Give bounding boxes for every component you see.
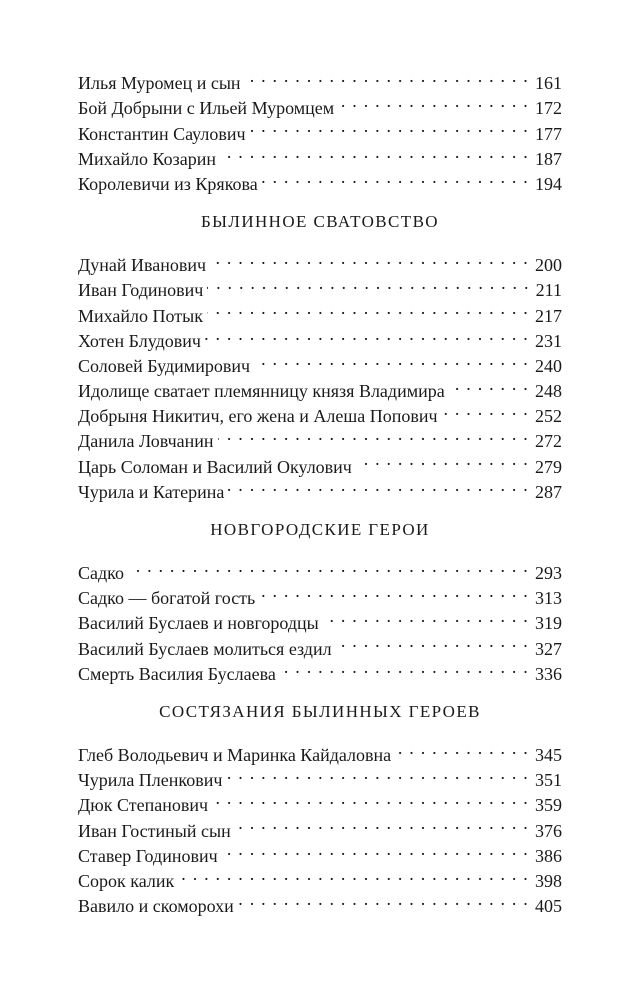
toc-entry-title: Иван Гостиный сын [78, 820, 231, 841]
toc-leader-dots [128, 554, 529, 579]
section-heading: СОСТЯЗАНИЯ БЫЛИННЫХ ГЕРОЕВ [159, 701, 481, 721]
toc-entry-page: 386 [535, 845, 562, 866]
toc-group-novgorodskie-geroi [78, 515, 562, 684]
toc-entry-title: Садко [78, 563, 124, 583]
toc-entry-page: 194 [535, 173, 562, 194]
toc-entry-page: 252 [535, 406, 562, 427]
toc-leader-dots [210, 246, 529, 271]
section-heading: БЫЛИННОЕ СВАТОВСТВО [201, 211, 439, 231]
toc-entry-title: Дюк Степанович [78, 795, 209, 816]
toc-entry-page: 359 [535, 795, 562, 816]
toc-entry-title: Бой Добрыни с Ильей Муромцем [78, 98, 335, 119]
toc-entry-page: 313 [535, 588, 562, 609]
toc-entry-title: Константин Саулович [78, 123, 246, 144]
toc-leader-dots [449, 372, 529, 397]
toc-entry-title: Василий Буслаев и новгородцы [78, 613, 319, 634]
toc-entry-page: 217 [535, 305, 562, 326]
toc-entry-page: 272 [535, 431, 562, 452]
toc-entry-title: Добрыня Никитич, его жена и Алеша Попович [78, 406, 438, 427]
toc-entry [78, 736, 562, 765]
toc-entry-page: 240 [535, 355, 562, 376]
toc-entry-title: Дунай Иванович [78, 255, 207, 276]
toc-leader-dots [254, 347, 529, 372]
toc-leader-dots [207, 271, 529, 296]
toc-entry-title: Ставер Годинович [78, 845, 218, 866]
toc-entry-title: Смерть Василия Буслаева [78, 663, 276, 684]
toc-entry [78, 64, 562, 94]
toc-entry-page: 319 [535, 613, 562, 634]
table-of-contents [78, 64, 562, 917]
toc-entry-title: Данила Ловчанин [78, 431, 214, 452]
toc-group-bylinnoe-svatovstvo [78, 207, 562, 502]
toc-entry-page: 177 [535, 123, 562, 144]
toc-leader-dots [207, 296, 529, 321]
toc-leader-dots [238, 887, 529, 912]
toc-entry-title: Вавило и скоморохи [78, 896, 234, 917]
toc-entry-page: 293 [535, 563, 562, 583]
toc-entry-title: Михайло Козарин [78, 148, 216, 169]
toc-entry-page: 200 [535, 255, 562, 276]
toc-leader-dots [228, 473, 529, 498]
toc-leader-dots [226, 761, 529, 786]
toc-entry-title: Михайло Потык [78, 305, 203, 326]
toc-entry-title: Хотен Блудович [78, 330, 201, 351]
toc-leader-dots [205, 322, 529, 347]
toc-leader-dots [336, 629, 529, 654]
toc-group-continuation [78, 64, 562, 194]
toc-leader-dots [262, 165, 529, 190]
toc-entry [78, 554, 562, 583]
section-heading: НОВГОРОДСКИЕ ГЕРОИ [210, 519, 430, 539]
toc-entry-page: 248 [535, 381, 562, 402]
toc-entry-page: 345 [535, 744, 562, 765]
toc-leader-dots [259, 579, 529, 604]
toc-leader-dots [395, 736, 529, 761]
toc-leader-dots [356, 447, 529, 472]
toc-leader-dots [280, 655, 529, 680]
toc-leader-dots [212, 786, 529, 811]
toc-entry-title: Сорок калик [78, 870, 175, 891]
toc-entry-page: 172 [535, 98, 562, 119]
toc-entry-page: 279 [535, 456, 562, 477]
toc-leader-dots [250, 114, 529, 139]
toc-entry-page: 405 [535, 896, 562, 917]
toc-leader-dots [220, 140, 529, 165]
toc-entry-title: Соловей Будимирович [78, 355, 251, 376]
toc-entry-page: 327 [535, 638, 562, 659]
toc-entry-page: 231 [535, 330, 562, 351]
toc-leader-dots [178, 862, 529, 887]
toc-entry-page: 336 [535, 663, 562, 684]
toc-entry-title: Чурила и Катерина [78, 481, 225, 502]
toc-entry-page: 398 [535, 870, 562, 891]
toc-entry-title: Королевичи из Крякова [78, 173, 258, 194]
toc-leader-dots [222, 837, 529, 862]
toc-entry-title: Илья Муромец и сын [78, 73, 241, 94]
toc-leader-dots [338, 89, 529, 114]
toc-entry-title: Идолище сватает племянницу князя Владимира [78, 381, 445, 402]
toc-entry-page: 376 [535, 820, 562, 841]
toc-entry-title: Садко — богатой гость [78, 588, 256, 609]
toc-leader-dots [218, 422, 529, 447]
toc-entry-page: 287 [535, 481, 562, 502]
toc-leader-dots [442, 397, 529, 422]
toc-leader-dots [323, 604, 529, 629]
toc-entry-title: Чурила Пленкович [78, 770, 223, 791]
toc-entry-page: 211 [535, 280, 562, 301]
toc-entry [78, 246, 562, 276]
toc-entry-title: Василий Буслаев молиться ездил [78, 638, 332, 659]
toc-leader-dots [245, 64, 529, 89]
toc-entry-page: 161 [535, 73, 562, 94]
toc-leader-dots [235, 811, 529, 836]
toc-entry [78, 579, 562, 609]
toc-entry-page: 187 [535, 148, 562, 169]
toc-entry-title: Иван Годинович [78, 280, 204, 301]
toc-entry-page: 351 [535, 770, 562, 791]
toc-group-sostyazaniya [78, 697, 562, 917]
toc-entry-title: Царь Соломан и Василий Окулович [78, 456, 352, 477]
toc-entry-title: Глеб Володьевич и Маринка Кайдаловна [78, 744, 392, 765]
